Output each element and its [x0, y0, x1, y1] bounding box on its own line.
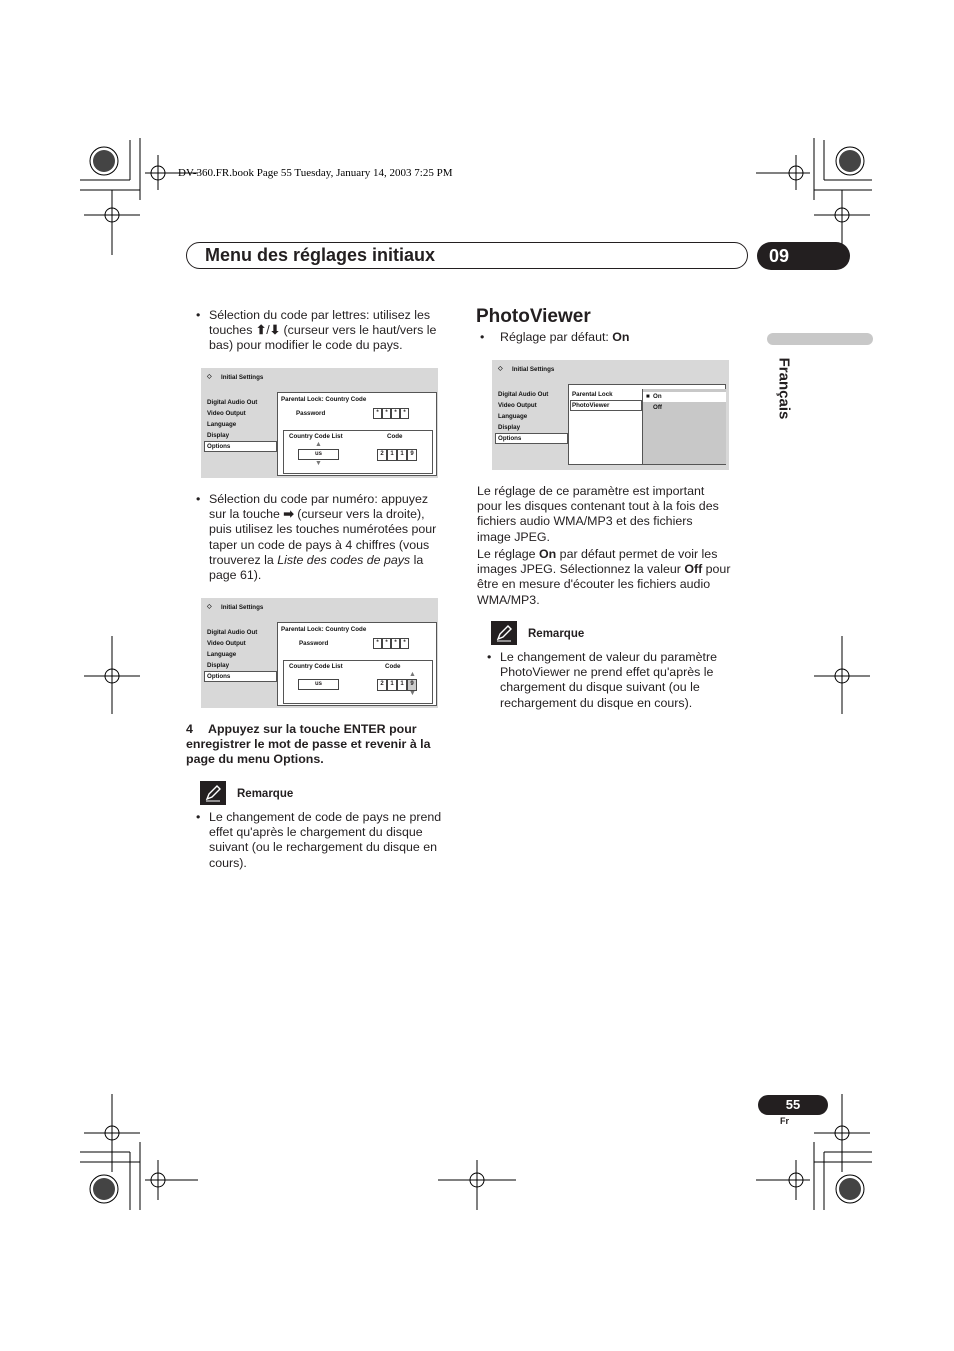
bullet: •: [196, 492, 201, 506]
step-number: 4: [186, 722, 193, 736]
menu-item: Video Output: [207, 410, 246, 417]
chapter-header: [186, 242, 748, 269]
settings-icon: ◇: [498, 365, 503, 372]
country-list-label: Country Code List: [289, 433, 343, 440]
options-panel: [642, 389, 726, 464]
menu-item: Video Output: [498, 402, 537, 409]
bullet-numbers-text: Sélection du code par numéro: appuyez sur la touche ➡ (curseur vers la droite), puis utilisez les touches numérotées pour taper un code de pays à 4 chiffres (vous trouverez la Liste des codes de pays la page 61).: [209, 492, 437, 583]
settings-icon: ◇: [207, 603, 212, 610]
pencil-icon: [491, 621, 517, 645]
settings-panel: Parental Lock: Country Code Password * * * * Country Code List Code ▲ us ▼ 2 1 1 9: [277, 392, 437, 476]
screen-title: Initial Settings: [512, 366, 555, 373]
submenu-panel: [568, 384, 726, 465]
settings-panel: Parental Lock: Country Code Password * * * * Country Code List Code us 2 1 1 9 ▲ ▼: [277, 622, 437, 706]
chapter-title: Menu des réglages initiaux: [205, 245, 436, 265]
option-marker: ■: [646, 393, 650, 400]
bullet: •: [480, 330, 485, 344]
bullet-letters-text: Sélection du code par lettres: utilisez les touches ⬆/⬇ (curseur vers le haut/vers le bas) pour modifier le code du pays.: [209, 308, 437, 353]
chapter-number: 09: [757, 242, 850, 270]
country-field: us: [298, 679, 339, 690]
menu-item: Language: [207, 421, 237, 428]
bullet: •: [487, 650, 492, 664]
paragraph-1: Le réglage de ce paramètre est important pour les disques contenant tout à la fois des fichiers audio WMA/MP3 et des fichiers image JPEG.: [477, 484, 719, 544]
menu-item: Language: [207, 651, 237, 658]
menu-item: Options: [207, 443, 231, 450]
country-code-box: Country Code List Code ▲ us ▼ 2 1 1 9: [283, 430, 433, 474]
menu-item: Digital Audio Out: [498, 391, 549, 398]
menu-item: Display: [207, 432, 230, 439]
menu-item: Options: [207, 673, 231, 680]
menu-item: Language: [498, 413, 528, 420]
panel-title: Parental Lock: Country Code: [281, 396, 367, 403]
screen-country-code-1: [201, 368, 438, 478]
paragraph-2: Le réglage On par défaut permet de voir les images JPEG. Sélectionnez la valeur Off pour être en mesure d'écouter les fichiers audio WMA/MP3.: [477, 547, 731, 607]
menu-item: Video Output: [207, 640, 246, 647]
note-text: Le changement de valeur du paramètre PhotoViewer ne prend effet qu'après le chargement du disque suivant (ou le rechargement du disque en cours).: [500, 650, 717, 710]
screen-title: Initial Settings: [221, 604, 264, 611]
submenu-item: PhotoViewer: [572, 402, 610, 409]
section-heading: PhotoViewer: [476, 306, 591, 327]
arrow-up-icon: ⬆: [255, 323, 267, 338]
country-code-box: Country Code List Code us 2 1 1 9 ▲ ▼: [283, 660, 433, 704]
pencil-icon: [200, 781, 226, 805]
arrow-right-icon: ➡: [283, 507, 294, 522]
arrow-down-icon: ⬇: [269, 323, 281, 338]
menu-item: Options: [498, 435, 522, 442]
language-tab: [767, 333, 873, 345]
option-off: Off: [653, 404, 662, 411]
default-setting: Réglage par défaut: On: [500, 330, 630, 344]
menu-item: Digital Audio Out: [207, 629, 258, 636]
file-info: DV-360.FR.book Page 55 Tuesday, January 14, 2003 7:25 PM: [178, 167, 453, 179]
code-label: Code: [387, 433, 403, 440]
note-pencil-icon: [200, 781, 226, 805]
panel-title: Parental Lock: Country Code: [281, 626, 367, 633]
country-list-label: Country Code List: [289, 663, 343, 670]
menu-item: Display: [498, 424, 521, 431]
bullet: •: [196, 810, 201, 824]
password-label: Password: [296, 410, 326, 417]
note-label: Remarque: [528, 628, 585, 640]
screen-country-code-2: [201, 598, 438, 708]
page-number: 55: [758, 1095, 828, 1115]
arrow-down-icon: ▼: [409, 690, 416, 697]
screen-photoviewer: [492, 360, 729, 470]
menu-item: Digital Audio Out: [207, 399, 258, 406]
submenu-item: Parental Lock: [572, 391, 613, 398]
arrow-down-icon: ▼: [315, 460, 322, 467]
code-label: Code: [385, 663, 401, 670]
arrow-up-icon: ▲: [315, 441, 322, 448]
note-label: Remarque: [237, 788, 294, 800]
password-label: Password: [299, 640, 329, 647]
screen-title: Initial Settings: [221, 374, 264, 381]
note-pencil-icon: [491, 621, 517, 645]
arrow-up-icon: ▲: [409, 671, 416, 678]
menu-item: Display: [207, 662, 230, 669]
language-label: Français: [775, 357, 793, 420]
settings-icon: ◇: [207, 373, 212, 380]
option-on: On: [653, 393, 662, 400]
step-4-text: Appuyez sur la touche ENTER pour enregistrer le mot de passe et revenir à la page du menu Options.: [186, 722, 431, 767]
country-field: us: [298, 449, 339, 460]
bullet: •: [196, 308, 201, 322]
page-language: Fr: [780, 1116, 789, 1126]
note-text: Le changement de code de pays ne prend effet qu'après le chargement du disque suivant (ou le rechargement du disque en cours).: [209, 810, 442, 870]
